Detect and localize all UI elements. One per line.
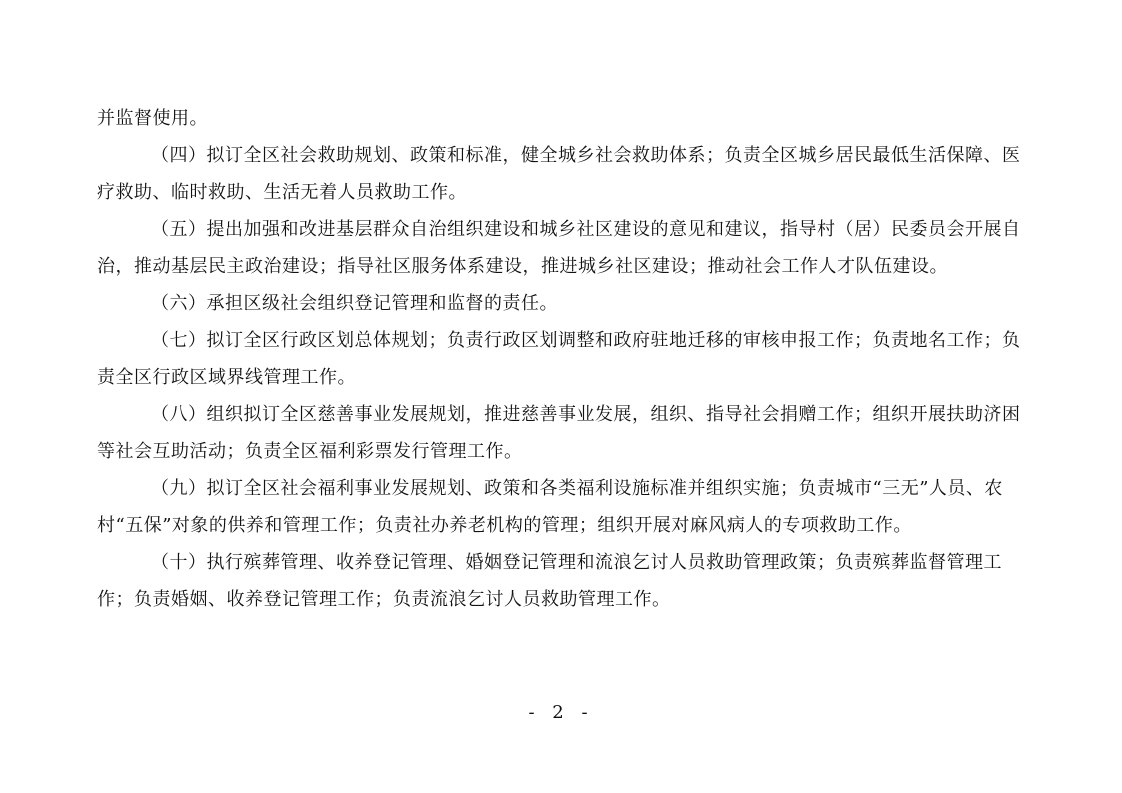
page-number: - 2 - (528, 702, 594, 723)
paragraph-item-8: （八）组织拟订全区慈善事业发展规划，推进慈善事业发展，组织、指导社会捐赠工作；组织开展扶助济困等社会互助活动；负责全区福利彩票发行管理工作。 (97, 404, 1021, 462)
paragraph-item-9: （九）拟订全区社会福利事业发展规划、政策和各类福利设施标准并组织实施；负责城市“三无”人员、农村“五保”对象的供养和管理工作；负责社办养老机构的管理；组织开展对麻风病人的专项救助工作。 (97, 478, 1003, 536)
document-body (97, 100, 1027, 618)
paragraph-item-5: （五）提出加强和改进基层群众自治组织建设和城乡社区建设的意见和建议，指导村（居）民委员会开展自治，推动基层民主政治建设；指导社区服务体系建设，推进城乡社区建设；推动社会工作人才队伍建设。 (97, 219, 1021, 277)
paragraph-item-4: （四）拟订全区社会救助规划、政策和标准，健全城乡社会救助体系；负责全区城乡居民最低生活保障、医疗救助、临时救助、生活无着人员救助工作。 (97, 145, 1021, 203)
paragraph-item-6: （六）承担区级社会组织登记管理和监督的责任。 (151, 293, 558, 314)
paragraph-item-7: （七）拟订全区行政区划总体规划；负责行政区划调整和政府驻地迁移的审核申报工作；负责地名工作；负责全区行政区域界线管理工作。 (97, 330, 1021, 388)
paragraph-item-10: （十）执行殡葬管理、收养登记管理、婚姻登记管理和流浪乞讨人员救助管理政策；负责殡葬监督管理工作；负责婚姻、收养登记管理工作；负责流浪乞讨人员救助管理工作。 (97, 552, 1002, 610)
paragraph-continuation: 并监督使用。 (97, 108, 208, 129)
